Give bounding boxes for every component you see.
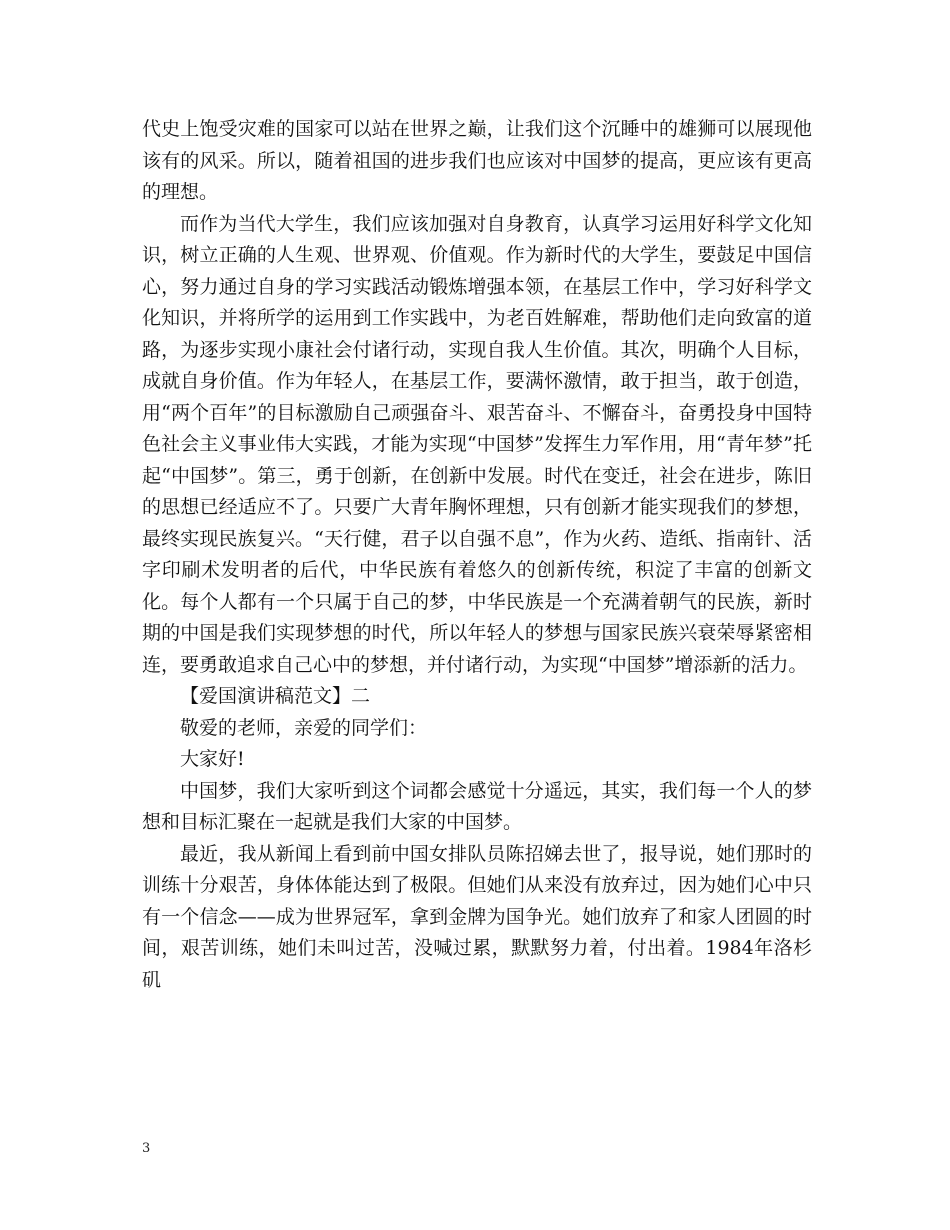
paragraph-2: 而作为当代大学生，我们应该加强对自身教育，认真学习运用好科学文化知识，树立正确的人生观、世界观、价值观。作为新时代的大学生，要鼓足中国信心，努力通过自身的学习实践活动锻炼增强本领，在基层工作中，学习好科学文化知识，并将所学的运用到工作实践中，为老百姓解难，帮助他们走向致富的道路，为逐步实现小康社会付诸行动，实现自我人生价值。其次，明确个人目标，成就自身价值。作为年轻人，在基层工作，要满怀激情，敢于担当，敢于创造，用“两个百年”的目标激励自己顽强奋斗、艰苦奋斗、不懈奋斗，奋勇投身中国特色社会主义事业伟大实践，才能为实现“中国梦”发挥生力军作用，用“青年梦”托起“中国梦”。第三，勇于创新，在创新中发展。时代在变迁，社会在进步，陈旧的思想已经适应不了。只要广大青年胸怀理想，只有创新才能实现我们的梦想，最终实现民族复兴。“天行健，君子以自强不息”，作为火药、造纸、指南针、活字印刷术发明者的后代，中华民族有着悠久的创新传统，积淀了丰富的创新文化。每个人都有一个只属于自己的梦，中华民族是一个充满着朝气的民族，新时期的中国是我们实现梦想的时代，所以年轻人的梦想与国家民族兴衰荣辱紧密相连，要勇敢追求自己心中的梦想，并付诸行动，为实现“中国梦”增添新的活力。 (142, 212, 812, 676)
page-number: 3 (142, 1141, 151, 1156)
greeting: 大家好! (180, 748, 245, 770)
section-heading: 【爱国演讲稿范文】二 (180, 685, 371, 707)
paragraph-7: 最近，我从新闻上看到前中国女排队员陈招娣去世了，报导说，她们那时的训练十分艰苦，身体体能达到了极限。但她们从来没有放弃过，因为她们心中只有一个信念——成为世界冠军，拿到金牌为国争光。她们放弃了和家人团圆的时间，艰苦训练，她们未叫过苦，没喊过累，默默努力着，付出着。1984年洛杉矶 (142, 842, 812, 991)
paragraph-1: 代史上饱受灾难的国家可以站在世界之巅，让我们这个沉睡中的雄狮可以展现他该有的风采。所以，随着祖国的进步我们也应该对中国梦的提高，更应该有更高的理想。 (142, 118, 812, 203)
paragraph-6: 中国梦，我们大家听到这个词都会感觉十分遥远，其实，我们每一个人的梦想和目标汇聚在一起就是我们大家的中国梦。 (142, 779, 812, 833)
salutation: 敬爱的老师，亲爱的同学们： (180, 716, 428, 739)
body-text (142, 114, 812, 996)
